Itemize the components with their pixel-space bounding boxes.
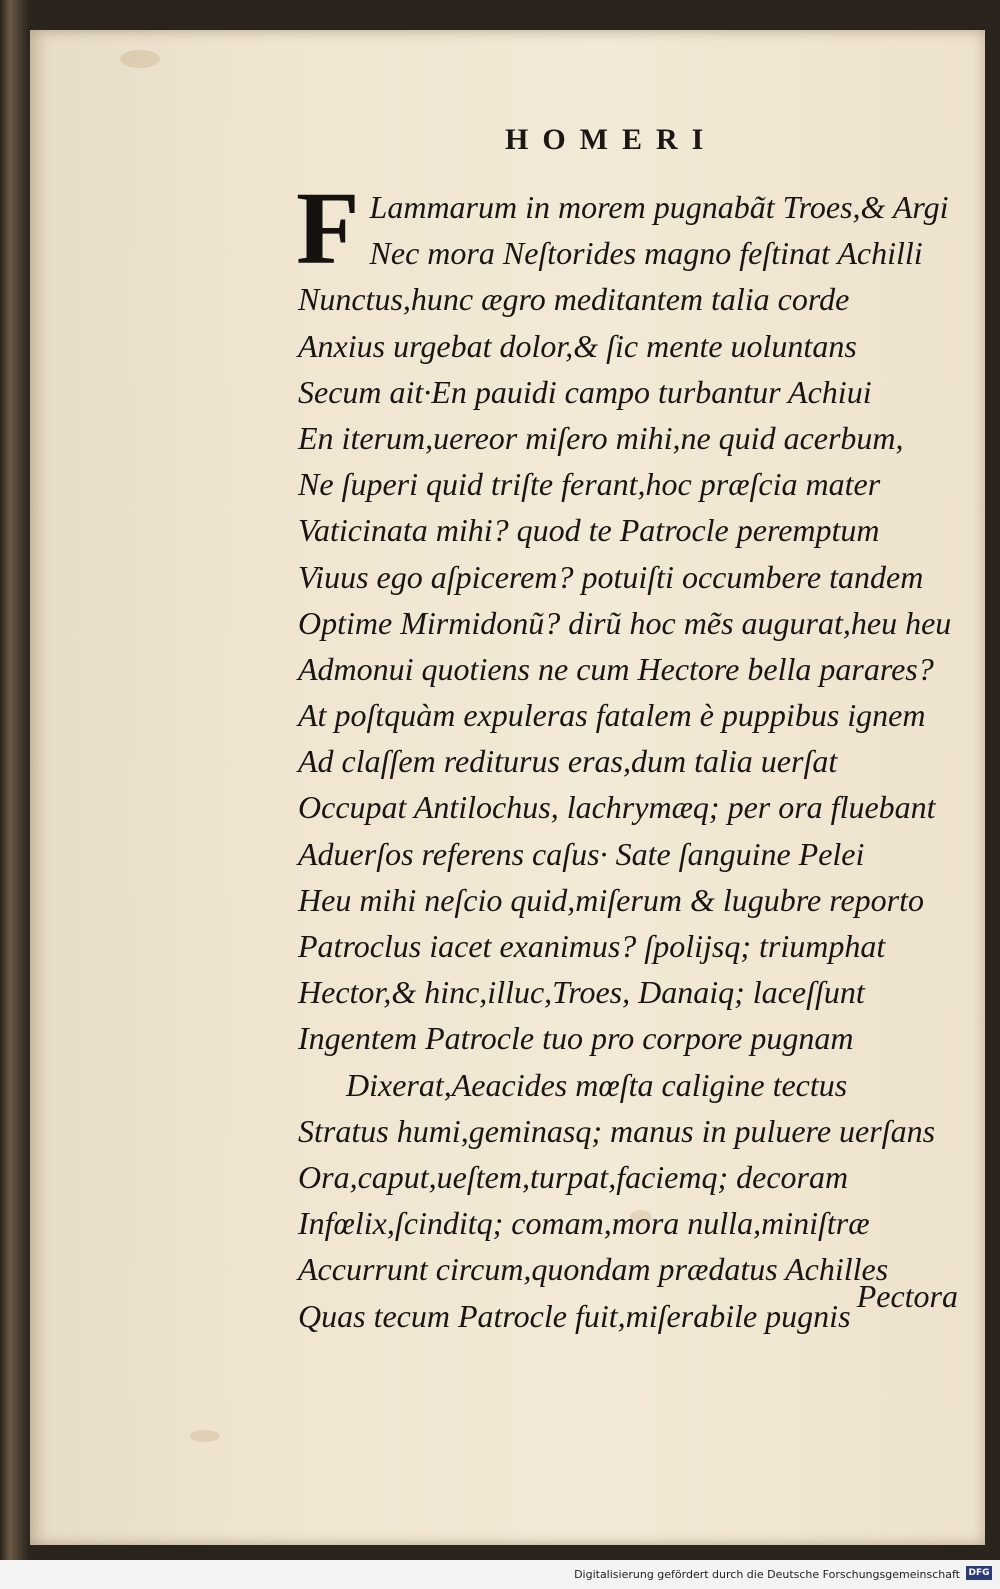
verse-line: At poſtquàm expuleras fatalem è puppibus ignem [298, 697, 926, 734]
verse-line: Aduerſos referens caſus· Sate ſanguine Pelei [298, 835, 865, 872]
verse-line: Accurrunt circum,quondam prædatus Achilles [298, 1251, 889, 1288]
verse-line: Ne ſuperi quid triſte ferant,hoc præſcia mater [298, 466, 881, 503]
verse-line: Anxius urgebat dolor,& ſic mente uoluntans [298, 327, 857, 364]
paper-stain [120, 50, 160, 68]
verse-line: Nunctus,hunc ægro meditantem talia corde [298, 281, 850, 318]
verse-line-indented: Dixerat,Aeacides mœſta caligine tectus [346, 1066, 848, 1103]
verse-line: Occupat Antilochus, lachrymæq; per ora fluebant [298, 789, 936, 826]
verse-line: Quas tecum Patrocle fuit,miſerabile pugnis [298, 1297, 851, 1334]
verse-line: Heu mihi neſcio quid,miſerum & lugubre reporto [298, 881, 924, 918]
verse-line: Admonui quotiens ne cum Hectore bella parares? [298, 650, 934, 687]
verse-line: Nec mora Neſtorides magno feſtinat Achilli [369, 235, 923, 272]
catchword: Pectora [856, 1278, 958, 1314]
dfg-logo: DFG [966, 1566, 992, 1580]
verse-line: Ora,caput,ueſtem,turpat,faciemq; decoram [298, 1158, 849, 1195]
verse-line: Ingentem Patrocle tuo pro corpore pugnam [298, 1020, 854, 1057]
paper-stain [190, 1430, 220, 1442]
drop-cap-initial: F [296, 171, 360, 286]
verse-line: Vaticinata mihi? quod te Patrocle peremptum [298, 512, 880, 549]
verse-line: Viuus ego aſpicerem? potuiſti occumbere tandem [298, 558, 924, 595]
verse-line: Ad claſſem rediturus eras,dum talia uerſat [298, 743, 838, 780]
verse-line: En iterum,uereor miſero mihi,ne quid acerbum, [298, 419, 904, 456]
verse-line: Lammarum in morem pugnabãt Troes,& Argi [369, 189, 949, 225]
verse-line: Infœlix,ſcinditq; comam,mora nulla,miniſtræ [298, 1205, 870, 1242]
verse-text [296, 171, 958, 1339]
opening-block [296, 171, 958, 286]
running-head: HOMERI [505, 123, 718, 156]
verse-line: Optime Mirmidonũ? dirũ hoc mẽs augurat,heu heu [298, 604, 952, 641]
verse-line: Stratus humi,geminasq; manus in puluere uerſans [298, 1112, 936, 1149]
digitization-footer [0, 1560, 1000, 1589]
verse-line: Secum ait·En pauidi campo turbantur Achiui [298, 373, 872, 410]
verse-line: Patroclus iacet exanimus? ſpolijsq; triumphat [298, 928, 886, 964]
verse-line: Hector,& hinc,illuc,Troes, Danaiq; laceſſunt [298, 974, 865, 1011]
funding-credit: Digitalisierung gefördert durch die Deutsche Forschungsgemeinschaft [574, 1568, 960, 1581]
